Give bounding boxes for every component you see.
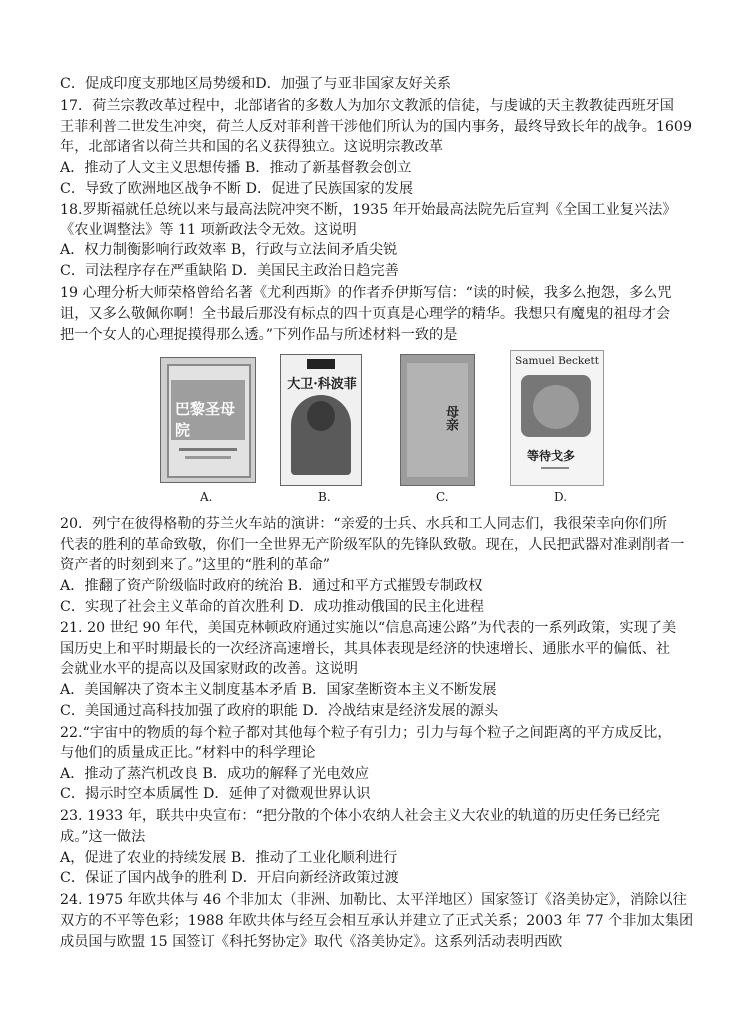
figure-d-title: 等待戈多 — [527, 449, 576, 463]
q23-options-ab: A，促进了农业的持续发展 B．推动了工业化顺利进行 — [60, 850, 398, 866]
figure-a-title: 巴黎圣母院 — [175, 400, 236, 439]
figure-a-notre-dame — [160, 357, 256, 483]
figure-c-title: 母亲 — [443, 405, 458, 431]
q20-stem-line-1: 20．列宁在彼得格勒的芬兰火车站的演讲：“亲爱的士兵、水兵和工人同志们，我很荣幸向你们所 — [60, 516, 667, 532]
q17-stem-line-2: 王菲利普二世发生冲突，荷兰人反对菲利普干涉他们所认为的国内事务，最终导致长年的战争。1609 — [60, 119, 692, 135]
q17-stem-line-3: 年，北部诸省以荷兰共和国的名义获得独立。这说明宗教改革 — [60, 139, 444, 155]
q20-stem-line-3: 资产者的时刻到来了。”这里的“胜利的革命” — [60, 557, 331, 573]
q22-options-ab: A．推动了蒸汽机改良 B．成功的解释了光电效应 — [60, 766, 369, 782]
figure-d-author: Samuel Beckett — [515, 355, 599, 367]
q16-options-cd: C．促成印度支那地区局势缓和D．加强了与亚非国家友好关系 — [60, 76, 452, 92]
q21-stem-line-2: 国历史上和平时期最长的一次经济高速增长，其具体表现是经济的快速增长、通胀水平的偏低、社 — [60, 641, 671, 657]
q20-options-ab: A．推翻了资产阶级临时政府的统治 B．通过和平方式摧毁专制政权 — [60, 578, 483, 594]
q17-stem-line-1: 17．荷兰宗教改革过程中，北部诸省的多数人为加尔文教派的信徒，与虔诚的天主教教徒西班牙国 — [60, 98, 674, 114]
q24-stem-line-3: 成员国与欧盟 15 国签订《科托努协定》取代《洛美协定》。这系列活动表明西欧 — [60, 934, 563, 950]
figure-d-waiting-for-godot — [510, 350, 604, 486]
q19-stem-line-2: 诅，又多么敬佩你啊！全书最后那没有标点的四十页真是心理学的精华。我想只有魔鬼的祖母才会 — [60, 306, 671, 322]
q24-stem-line-1: 24. 1975 年欧共体与 46 个非加太（非洲、加勒比、太平洋地区）国家签订《洛美协定》，消除以往 — [60, 892, 687, 908]
q23-stem-line-1: 23. 1933 年，联共中央宣布：“把分散的个体小农纳人社会主义大农业的轨道的历史任务已经完 — [60, 808, 660, 824]
figure-b-david-copperfield — [280, 354, 362, 486]
q21-options-ab: A．美国解决了资本主义制度基本矛盾 B．国家垄断资本主义不断发展 — [60, 682, 497, 698]
q22-stem-line-2: 与他们的质量成正比。”材料中的科学理论 — [60, 745, 316, 761]
q19-stem-line-3: 把一个女人的心理捉摸得那么透。”下列作品与所述材料一致的是 — [60, 327, 458, 343]
q18-stem-line-1: 18.罗斯福就任总统以来与最高法院冲突不断，1935 年开始最高法院先后宣判《全国工业复兴法》 — [60, 202, 677, 218]
q18-options-ab: A．权力制衡影响行政效率 B，行政与立法间矛盾尖锐 — [60, 242, 398, 258]
q19-stem-line-1: 19 心理分析大师荣格曾给名著《尤利西斯》的作者乔伊斯写信：“读的时候，我多么抱怨，多么咒 — [60, 285, 672, 301]
q17-options-cd: C．导致了欧洲地区战争不断 D．促进了民族国家的发展 — [60, 181, 414, 197]
q23-options-cd: C．保证了国内战争的胜利 D．开启向新经济政策过渡 — [60, 870, 399, 886]
q22-options-cd: C．揭示时空本质属性 D．延伸了对微观世界认识 — [60, 786, 371, 802]
q21-stem-line-1: 21. 20 世纪 90 年代，美国克林顿政府通过实施以“信息高速公路”为代表的一系列政策，实现了美 — [60, 620, 677, 636]
q20-options-cd: C．实现了社会主义革命的首次胜利 D．成功推动俄国的民主化进程 — [60, 599, 484, 615]
q20-stem-line-2: 代表的胜利的革命致敬，你们一全世界无产阶级军队的先锋队致敬。现在，人民把武器对准剥削者一 — [60, 537, 685, 553]
figure-a-label: A. — [200, 490, 213, 504]
figure-d-label: D. — [554, 490, 568, 504]
figure-b-title: 大卫·科波菲 — [287, 377, 357, 392]
q24-stem-line-2: 双方的不平等色彩；1988 年欧共体与经互会相互承认并建立了正式关系；2003 年 77 个非加太集团 — [60, 913, 694, 929]
figure-b-label: B. — [318, 490, 331, 504]
q21-stem-line-3: 会就业水平的提高以及国家财政的改善。这说明 — [60, 661, 358, 677]
figure-c-label: C. — [436, 490, 449, 504]
q18-options-cd: C．司法程序存在严重缺陷 D．美国民主政治日趋完善 — [60, 263, 399, 279]
figure-c-mother — [400, 354, 475, 486]
q22-stem-line-1: 22.“宇宙中的物质的每个粒子都对其他每个粒子有引力；引力与每个粒子之间距离的平方成反比， — [60, 725, 672, 741]
q21-options-cd: C．美国通过高科技加强了政府的职能 D．冷战结束是经济发展的源头 — [60, 703, 499, 719]
q23-stem-line-2: 成。”这一做法 — [60, 829, 146, 845]
q17-options-ab: A．推动了人文主义思想传播 B．推动了新基督教会创立 — [60, 160, 412, 176]
q18-stem-line-2: 《农业调整法》等 11 项新政法令无效。这说明 — [60, 222, 357, 238]
